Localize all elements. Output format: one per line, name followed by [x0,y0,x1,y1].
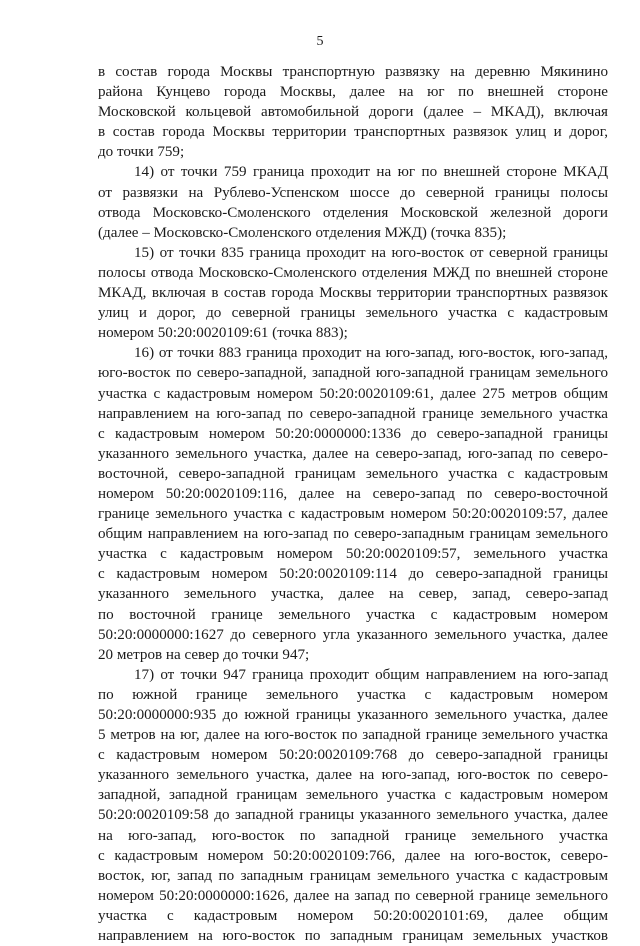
text-line: западной, западной границам земельного участка с кадастровым номером [98,787,608,804]
text-line: 50:20:0020109:58 до западной границы указанного земельного участка, далее [98,807,608,824]
body-text [98,62,608,946]
text-line: с кадастровым номером 50:20:0020109:114 до северо-западной границы [98,566,608,583]
text-line: (далее – Московско-Смоленского отделения МЖД) (точка 835); [98,224,507,241]
text-line: с кадастровым номером 50:20:0020109:768 до северо-западной границы [98,747,608,764]
text-line: 14) от точки 759 граница проходит на юг по внешней стороне МКАД [134,164,608,181]
text-line: номером 50:20:0020109:116, далее на северо-запад по северо-восточной [98,485,608,502]
text-line: в состав города Москвы территории транспортных развязок улиц и дорог, [98,124,608,141]
text-line: по восточной границе земельного участка с кадастровым номером [98,606,608,623]
text-line: 5 метров на юг, далее на юго-восток по западной границе земельного участка [98,727,608,744]
text-line: участка с кадастровым номером 50:20:0020101:69, далее общим [98,907,608,924]
text-line: 17) от точки 947 граница проходит общим направлением на юго-запад [134,666,608,683]
text-line: от развязки на Рублево-Успенском шоссе до северной границы полосы [98,184,608,201]
text-line: улиц и дорог, до северной границы земельного участка с кадастровым [98,305,608,322]
text-line: общим направлением на юго-запад по северо-западным границам земельного [98,526,608,543]
text-line: указанного земельного участка, далее на север, запад, северо-запад [98,586,608,603]
text-line: направлением на юго-восток по западным границам земельных участков [98,928,608,945]
text-line: 16) от точки 883 граница проходит на юго-запад, юго-восток, юго-запад, [134,345,608,362]
text-line: в состав города Москвы транспортную развязку на деревню Мякинино [98,64,608,80]
text-line: 15) от точки 835 граница проходит на юго-восток от северной границы [134,244,608,261]
page-number: 5 [316,34,324,49]
text-line: юго-восток по северо-западной, западной юго-западной границам земельного [98,365,608,382]
text-line: восток, юг, запад по западным границам земельного участка с кадастровым [98,867,608,884]
text-line: участка с кадастровым номером 50:20:0020109:57, земельного участка [98,546,608,563]
text-line: до точки 759; [98,144,185,161]
text-line: номером 50:20:0000000:1626, далее на запад по северной границе земельного [98,887,608,904]
text-line: 50:20:0000000:1627 до северного угла указанного земельного участка, далее [98,626,608,643]
text-line: с кадастровым номером 50:20:0020109:766, далее на юго-восток, северо- [98,847,608,864]
text-line: на юго-запад, юго-восток по западной границе земельного участка [98,827,608,844]
text-line: МКАД, включая в состав города Москвы территории транспортных развязок [98,285,608,302]
text-line: Московской кольцевой автомобильной дороги (далее – МКАД), включая [98,104,608,121]
text-line: 20 метров на север до точки 947; [98,646,310,663]
text-line: отвода Московско-Смоленского отделения Московской железной дороги [98,204,608,221]
text-line: полосы отвода Московско-Смоленского отделения МЖД по внешней стороне [98,264,608,281]
text-line: с кадастровым номером 50:20:0000000:1336 до северо-западной границы [98,425,608,442]
text-line: указанного земельного участка, далее на северо-запад, юго-запад по северо- [98,445,608,462]
text-line: границе земельного участка с кадастровым номером 50:20:0020109:57, далее [98,506,608,523]
text-line: района Кунцево города Москвы, далее на юг по внешней стороне [98,84,608,101]
text-line: участка с кадастровым номером 50:20:0020109:61, далее 275 метров общим [98,385,608,402]
text-line: 50:20:0000000:935 до южной границы указанного земельного участка, далее [98,707,608,723]
text-line: номером 50:20:0020109:61 (точка 883); [98,325,348,342]
text-line: направлением на юго-запад по северо-западной границе земельного участка [98,405,608,422]
text-line: восточной, северо-западной границам земельного участка с кадастровым [98,465,608,482]
text-line: по южной границе земельного участка с кадастровым номером [98,686,608,703]
text-line: указанного земельного участка, далее на юго-запад, юго-восток по северо- [98,767,608,784]
